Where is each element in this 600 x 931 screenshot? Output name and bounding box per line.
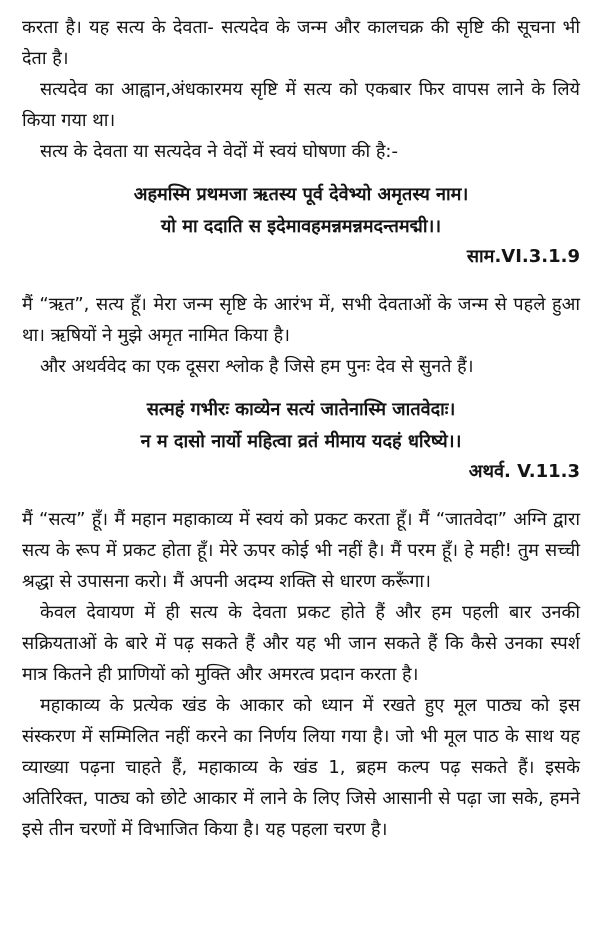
paragraph-rta: मैं “ऋत”, सत्य हूँ। मेरा जन्म सृष्टि के आरंभ में, सभी देवताओं के जन्म से पहले हुआ था। ऋषियों ने मुझे अमृत नामित किया है। <box>22 294 580 346</box>
verse-line: न म दासो नार्यो महित्वा व्रतं मीमाय यदहं धरिष्ये।। <box>140 431 462 452</box>
verse-reference: अथर्व. V.11.3 <box>468 461 580 482</box>
paragraph-invocation: सत्यदेव का आह्वान,अंधकारमय सृष्टि में सत्य को एकबार फिर वापस लाने के लिये किया गया था। <box>22 79 580 131</box>
paragraph-declaration: सत्य के देवता या सत्यदेव ने वेदों में स्वयं घोषणा की है:- <box>40 141 398 162</box>
paragraph-atharva-intro: और अथर्ववेद का एक दूसरा श्लोक है जिसे हम पुनः देव से सुनते हैं। <box>40 356 474 377</box>
paragraph-edition-note: महाकाव्य के प्रत्येक खंड के आकार को ध्यान में रखते हुए मूल पाठ्य को इस संस्करण में सम्मिलित नहीं करने का निर्णय लिया गया है। जो भी मूल पाठ के साथ यह व्याख्या पढ़ना चाहते हैं, महाकाव्य के खंड 1, ब्रहम कल्प पढ़ सकते हैं। इसके अतिरिक्त, पाठ्य को छोटे आकार में लाने के लिए जिसे आसानी से पढ़ा जा सके, हमने इसे तीन चरणों में विभाजित किया है। यह पहला चरण है। <box>22 695 580 840</box>
verse-block-sama <box>22 179 580 271</box>
document-page <box>22 12 580 845</box>
verse-line: यो मा ददाति स इदेमावहमन्नमन्नमदन्तमद्मी।। <box>160 216 442 237</box>
verse-reference: साम.VI.3.1.9 <box>466 246 580 267</box>
verse-block-atharva <box>22 394 580 486</box>
paragraph-intro: करता है। यह सत्य के देवता- सत्यदेव के जन्म और कालचक्र की सृष्टि की सूचना भी देता है। <box>22 17 580 69</box>
verse-line: अहमस्मि प्रथमजा ऋतस्य पूर्व देवेभ्यो अमृतस्य नाम। <box>133 184 469 205</box>
paragraph-devayana: केवल देवायण में ही सत्य के देवता प्रकट होते हैं और हम पहली बार उनकी सक्रियताओं के बारे में पढ़ सकते हैं और यह भी जान सकते हैं कि कैसे उनका स्पर्श मात्र कितने ही प्राणियों को मुक्ति और अमरत्व प्रदान करता है। <box>22 602 580 685</box>
verse-line: सत्महं गभीरः काव्येन सत्यं जातेनास्मि जातवेदाः। <box>146 399 456 420</box>
paragraph-satya: मैं “सत्य” हूँ। मैं महान महाकाव्य में स्वयं को प्रकट करता हूँ। मैं “जातवेदा” अग्नि द्वारा सत्य के रूप में प्रकट होता हूँ। मेरे ऊपर कोई भी नहीं है। मैं परम हूँ। हे मही! तुम सच्ची श्रद्धा से उपासना करो। मैं अपनी अदम्य शक्ति से धारण करूँगा। <box>22 509 580 592</box>
